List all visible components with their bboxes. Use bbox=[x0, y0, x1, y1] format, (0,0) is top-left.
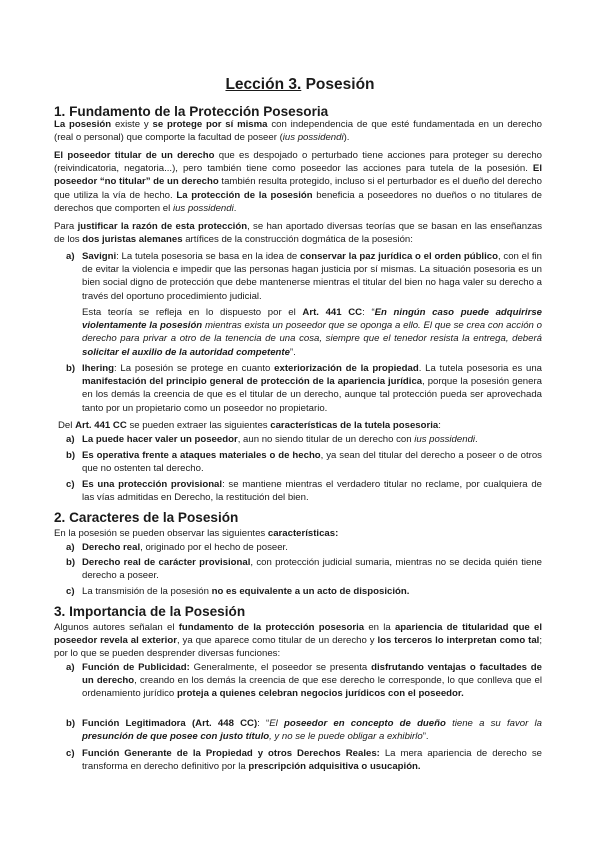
text-run: ius possidendi bbox=[414, 434, 476, 445]
s1-item-b bbox=[66, 362, 542, 415]
s1-item-b-text bbox=[82, 362, 542, 415]
text-run: Art. 441 CC bbox=[302, 307, 363, 318]
text-run: Art. 441 CC bbox=[75, 420, 127, 431]
text-run: ”. bbox=[422, 731, 429, 743]
s1-paragraph-2 bbox=[54, 149, 542, 215]
text-run: solicitar el auxilio de la autoridad competente bbox=[82, 346, 290, 358]
text-run: , con el fin de evitar la violencia e impedir que las personas hagan justicia por sí mismas. La situación posesoria es un bien social digno de protección que debe mantenerse mientras el titular del bien no haga valer su derecho a través del oportuno procedimiento judicial. bbox=[82, 251, 542, 302]
s2-item-b bbox=[66, 556, 542, 582]
s3-item-b bbox=[66, 717, 542, 743]
text-run: La transmisión de la posesión bbox=[82, 586, 212, 597]
list-marker: c) bbox=[66, 748, 75, 759]
text-run: : bbox=[438, 420, 441, 431]
text-run: ”. bbox=[289, 346, 296, 358]
s1-item-a-text bbox=[82, 250, 542, 303]
s1-char-b bbox=[66, 449, 542, 475]
text-run: Savigni bbox=[82, 251, 117, 262]
s3-item-a-text bbox=[82, 661, 542, 701]
text-run: poseedor en concepto de dueño bbox=[284, 718, 446, 729]
s2-item-c-text bbox=[82, 585, 542, 598]
text-run: conservar la paz jurídica o el orden público bbox=[300, 251, 498, 262]
text-run: : La posesión se protege en cuanto bbox=[113, 363, 275, 374]
text-run: proteja a quienes celebran negocios jurídicos con el poseedor. bbox=[176, 688, 464, 700]
title-lesson: Lección 3. bbox=[225, 76, 302, 93]
text-run: Ihering bbox=[82, 363, 114, 374]
text-run: , y no se le puede obligar a exhibirlo bbox=[269, 731, 423, 743]
text-run: , porque la posesión genera en los demás la creencia de que es el titular de un derecho, aunque tal protección pueda ser aprovechada tanto por un propietario como un poseedor no propietario. bbox=[82, 376, 543, 414]
text-run: Función de Publicidad: bbox=[82, 662, 190, 673]
text-run: La puede hacer valer un poseedor bbox=[82, 434, 238, 445]
text-run: El bbox=[269, 718, 284, 729]
s3-item-b-text bbox=[82, 717, 542, 743]
list-marker: b) bbox=[66, 557, 76, 568]
text-run: dos juristas alemanes bbox=[82, 234, 183, 246]
s3-item-a bbox=[66, 661, 542, 701]
text-run: Es operativa frente a ataques materiales o de hecho bbox=[82, 450, 321, 461]
list-marker: b) bbox=[66, 718, 76, 729]
text-run: fundamento de la protección posesoria bbox=[178, 622, 365, 633]
section-3-heading: 3. Importancia de la Posesión bbox=[54, 604, 246, 619]
s3-item-c-text bbox=[82, 747, 542, 773]
page-title bbox=[0, 76, 600, 94]
list-marker: a) bbox=[66, 251, 75, 262]
text-run: Función Generante de la Propiedad y otros Derechos Reales: bbox=[82, 748, 380, 759]
section-1-heading: 1. Fundamento de la Protección Posesoria bbox=[54, 104, 329, 119]
text-run: los terceros lo interpretan como tal bbox=[377, 635, 540, 647]
text-run: ). bbox=[343, 132, 350, 144]
text-run: Es una protección provisional bbox=[82, 479, 223, 490]
list-marker: a) bbox=[66, 434, 75, 445]
text-run: Derecho real de carácter provisional bbox=[82, 557, 251, 568]
section-2-heading: 2. Caracteres de la Posesión bbox=[54, 510, 239, 525]
text-run: ; por lo que se pueden desprender diversas funciones: bbox=[54, 635, 542, 660]
text-run: : se mantiene mientras el verdadero titular no reclame, por cualquiera de las vías admitidas en Derecho, la restitución del bien. bbox=[82, 479, 542, 504]
s1-item-a-art441 bbox=[82, 306, 542, 359]
text-run: no es equivalente a un acto de disposición. bbox=[211, 586, 410, 597]
text-run: . bbox=[475, 434, 478, 445]
text-run: se pueden extraer las siguientes bbox=[126, 420, 271, 431]
s3-intro bbox=[54, 621, 542, 661]
s1-char-c-text bbox=[82, 478, 542, 504]
text-run: se protege por sí misma bbox=[152, 119, 268, 130]
text-run: Para bbox=[54, 221, 78, 232]
text-run: presunción de que posee con justo título bbox=[82, 731, 270, 743]
text-run: ius possidendi bbox=[282, 132, 344, 144]
text-run: , ya sean del titular del derecho a poseer o de otros que no ostenten tal derecho. bbox=[82, 450, 542, 475]
list-marker: c) bbox=[66, 586, 75, 597]
text-run: características de la tutela posesoria bbox=[270, 420, 439, 431]
text-run: : “ bbox=[362, 307, 375, 318]
text-run: Generalmente, el poseedor se presenta bbox=[189, 662, 372, 673]
text-run: ius possidendi bbox=[172, 202, 234, 214]
text-run: Algunos autores señalan el bbox=[54, 622, 179, 633]
s2-item-a-text bbox=[82, 541, 542, 554]
text-run: existe y bbox=[111, 119, 153, 130]
s1-paragraph-4 bbox=[58, 419, 546, 432]
text-run: Función Legitimadora (Art. 448 CC) bbox=[82, 718, 258, 729]
text-run: El poseedor titular de un derecho bbox=[54, 150, 215, 161]
text-run: con independencia de que esté fundamentada en un derecho (real o personal) que comporte la facultad de poseer ( bbox=[54, 119, 542, 144]
text-run: en la bbox=[364, 622, 395, 633]
text-run: que es despojado o perturbado tiene acciones para proteger su derecho (reivindicatoria, negatoria...), pero también tiene como poseedor las acciones para tutela de la posesión. bbox=[54, 150, 542, 175]
text-run: apariencia de titularidad que el poseedor revela al exterior bbox=[54, 622, 543, 647]
list-marker: c) bbox=[66, 479, 75, 490]
text-run: Derecho real bbox=[82, 542, 141, 553]
s1-item-a bbox=[66, 250, 542, 303]
text-run: . bbox=[233, 202, 237, 214]
s1-char-a-text bbox=[82, 433, 542, 446]
text-run: , con protección judicial sumaria, mientras no se decida quién tiene derecho a poseer. bbox=[82, 557, 542, 582]
text-run: , originado por el hecho de poseer. bbox=[140, 542, 288, 553]
text-run: disfrutando ventajas o facultades de un derecho bbox=[82, 662, 542, 687]
list-marker: b) bbox=[66, 450, 76, 461]
text-run: La protección de la posesión bbox=[176, 189, 313, 201]
s1-char-c bbox=[66, 478, 542, 504]
s2-item-c bbox=[66, 585, 542, 598]
s1-paragraph-1 bbox=[54, 118, 542, 144]
title-topic: Posesión bbox=[305, 76, 375, 93]
text-run: . La tutela posesoria es una bbox=[418, 363, 543, 374]
s2-item-a bbox=[66, 541, 542, 554]
text-run: beneficia a poseedores no dueños o no titulares de derechos que comporten el bbox=[54, 189, 542, 214]
text-run: : “ bbox=[257, 718, 270, 729]
text-run: En ningún caso puede adquirirse violentamente la posesión bbox=[82, 307, 542, 332]
text-run: La mera apariencia de derecho se transforma en derecho definitivo por la bbox=[82, 748, 542, 773]
text-run: El poseedor “no titular” de un derecho bbox=[54, 163, 542, 188]
text-run: Del bbox=[58, 420, 76, 431]
text-run: también resulta protegido, incluso si el perturbador es el dueño del derecho que utiliza la vía de hecho. bbox=[54, 176, 542, 201]
text-run: En la posesión se pueden observar las siguientes bbox=[54, 528, 268, 539]
s1-char-a bbox=[66, 433, 542, 446]
list-marker: a) bbox=[66, 662, 75, 673]
text-run: , ya que aparece como titular de un derecho y bbox=[176, 635, 378, 647]
text-run: características: bbox=[267, 528, 339, 539]
text-run: , se han aportado diversas teorías que se basan en las enseñanzas de los bbox=[54, 221, 542, 246]
text-run: Esta teoría se refleja en lo dispuesto por el bbox=[82, 307, 303, 318]
list-marker: b) bbox=[66, 363, 76, 374]
text-run: exteriorización de la propiedad bbox=[274, 363, 419, 374]
s2-intro bbox=[54, 527, 542, 540]
text-run: manifestación del principio general de protección de la apariencia jurídica bbox=[82, 376, 423, 388]
s1-char-b-text bbox=[82, 449, 542, 475]
text-run: , aun no siendo titular de un derecho con bbox=[237, 434, 415, 445]
s2-item-b-text bbox=[82, 556, 542, 582]
text-run: prescripción adquisitiva o usucapión. bbox=[248, 761, 421, 773]
list-marker: a) bbox=[66, 542, 75, 553]
text-run: : La tutela posesoria se basa en la idea de bbox=[116, 251, 301, 262]
text-run: justificar la razón de esta protección bbox=[77, 221, 248, 232]
text-run: artífices de la construcción dogmática de la posesión: bbox=[182, 234, 413, 246]
text-run: La posesión bbox=[54, 119, 112, 130]
s1-paragraph-3 bbox=[54, 220, 542, 246]
text-run: , creando en los demás la creencia de que ese derecho le corresponde, lo que conlleva que el ordenamiento jurídico bbox=[82, 675, 542, 700]
s3-item-c bbox=[66, 747, 542, 773]
text-run: mientras exista un poseedor que se oponga a ello. El que se crea con acción o derecho para privar a otro de la tenencia de una cosa, siempre que el tenedor resista la entrega, deberá bbox=[82, 320, 542, 345]
text-run: tiene a su favor la bbox=[445, 718, 542, 729]
